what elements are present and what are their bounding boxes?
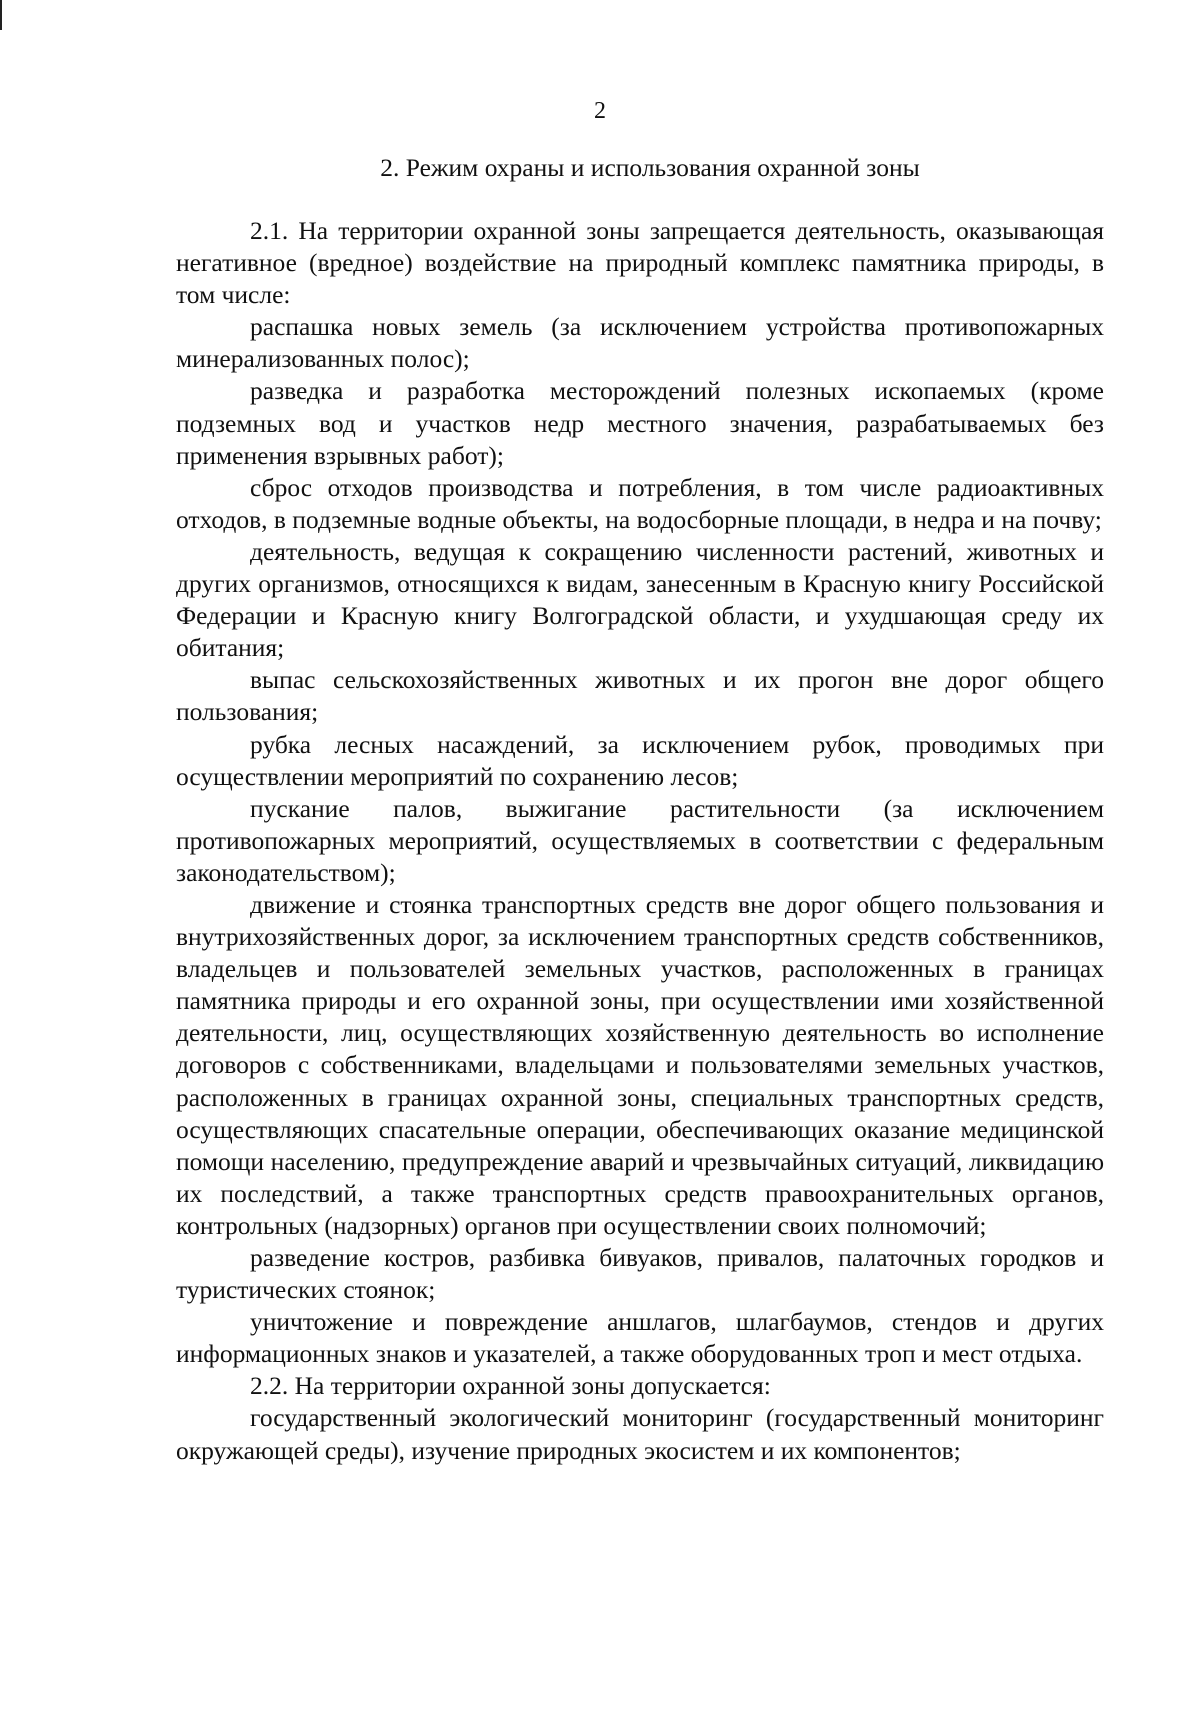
list-item: сброс отходов производства и потребления, в том числе радиоактивных отходов, в подземные водные объекты, на водосборные площади, в недра и на почву;	[176, 472, 1104, 534]
list-item: государственный экологический мониторинг (государственный мониторинг окружающей среды), изучение природных экосистем и их компонентов;	[176, 1403, 1104, 1465]
list-item: рубка лесных насаждений, за исключением рубок, проводимых при осуществлении мероприятий по сохранению лесов;	[176, 729, 1104, 791]
list-item: распашка новых земель (за исключением устройства противопожарных минерализованных полос);	[176, 312, 1104, 374]
body-text	[176, 215, 1104, 1467]
list-item: выпас сельскохозяйственных животных и их прогон вне дорог общего пользования;	[176, 665, 1104, 727]
list-item: деятельность, ведущая к сокращению численности растений, животных и других организмов, относящихся к видам, занесенным в Красную книгу Российской Федерации и Красную книгу Волгоградской области, и ухудшающая среду их обитания;	[176, 536, 1104, 663]
list-item: уничтожение и повреждение аншлагов, шлагбаумов, стендов и других информационных знаков и указателей, а также оборудованных троп и мест отдыха.	[176, 1307, 1104, 1369]
page-number: 2	[594, 98, 606, 124]
paragraph-2-1: 2.1. На территории охранной зоны запрещается деятельность, оказывающая негативное (вредное) воздействие на природный комплекс памятника природы, в том числе:	[176, 216, 1104, 310]
paragraph-2-2: 2.2. На территории охранной зоны допускается:	[250, 1371, 771, 1401]
list-item: пускание палов, выжигание растительности (за исключением противопожарных мероприятий, осуществляемых в соответствии с федеральным законодательством);	[176, 793, 1104, 887]
list-item: движение и стоянка транспортных средств вне дорог общего пользования и внутрихозяйственных дорог, за исключением транспортных средств собственников, владельцев и пользователей земельных участков, расположенных в границах памятника природы и его охранной зоны, при осуществлении ими хозяйственной деятельности, лиц, осуществляющих хозяйственную деятельность во исполнение договоров с собственниками, владельцами и пользователями земельных участков, расположенных в границах охранной зоны, специальных транспортных средств, осуществляющих спасательные операции, обеспечивающих оказание медицинской помощи населению, предупреждение аварий и чрезвычайных ситуаций, ликвидацию их последствий, а также транспортных средств правоохранительных органов, контрольных (надзорных) органов при осуществлении своих полномочий;	[176, 889, 1104, 1240]
list-item: разведка и разработка месторождений полезных ископаемых (кроме подземных вод и участков недр местного значения, разрабатываемых без применения взрывных работ);	[176, 376, 1104, 470]
scan-edge-mark	[0, 0, 2, 30]
section-title: 2. Режим охраны и использования охранной зоны	[380, 153, 920, 182]
list-item: разведение костров, разбивка бивуаков, привалов, палаточных городков и туристических стоянок;	[176, 1243, 1104, 1305]
